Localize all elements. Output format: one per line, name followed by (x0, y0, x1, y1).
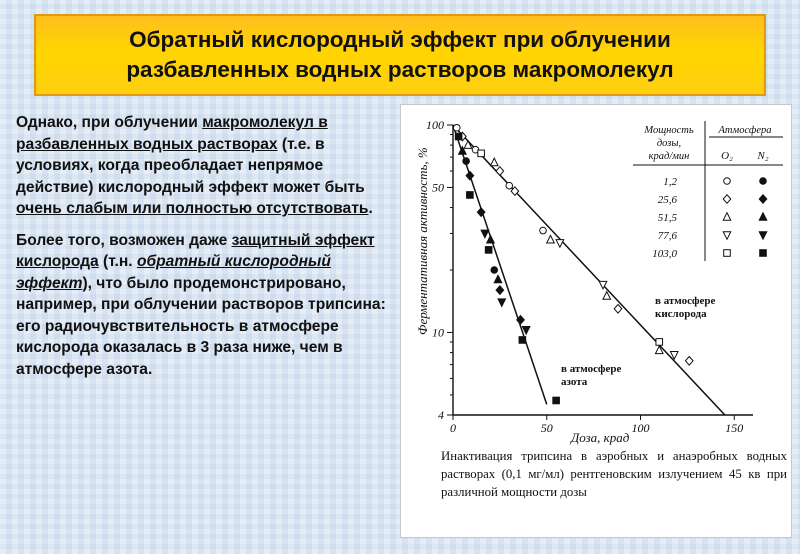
data-point-nitrogen (498, 299, 506, 307)
legend-marker-n2 (759, 213, 767, 221)
p1-underline-1: макромолекул в разбавленных водных растворах (16, 114, 328, 153)
legend-marker-o2 (724, 178, 731, 185)
data-point-nitrogen (496, 286, 504, 295)
slide-title: Обратный кислородный эффект при облучении разбавленных водных растворов макромолекул (126, 26, 674, 82)
legend-header-o2: O₂ (721, 150, 733, 162)
legend-row-label: 25,6 (657, 194, 677, 206)
y-tick-label: 4 (438, 408, 444, 422)
y-axis-label: Ферментативная активность, % (415, 147, 430, 335)
p1-mid: (т.е. в условиях, когда преобладает непрямое действие) кислородный эффект может быть (16, 135, 365, 196)
legend-header-dose: Мощность (644, 125, 694, 136)
data-point-nitrogen (553, 397, 560, 404)
legend-header-atmosphere: Атмосфера (718, 125, 772, 136)
legend-marker-o2 (724, 250, 731, 257)
x-tick-label: 150 (725, 421, 744, 435)
legend-row-label: 1,2 (663, 176, 677, 188)
figure-panel (400, 104, 792, 538)
data-point-nitrogen (463, 158, 470, 165)
data-point-oxygen (490, 158, 498, 166)
p2-intro: Более того, возможен даже (16, 231, 232, 249)
data-point-nitrogen (485, 247, 492, 254)
y-tick-label: 10 (432, 325, 444, 340)
legend-marker-n2 (760, 250, 767, 257)
data-point-nitrogen (467, 192, 474, 199)
legend-row-label: 77,6 (657, 230, 677, 242)
legend-header-dose: крад/мин (648, 151, 690, 162)
x-tick-label: 100 (631, 421, 650, 435)
legend-marker-n2 (759, 195, 767, 204)
p2-underline-2: обратный кислородный эффект (16, 253, 331, 292)
legend-marker-o2 (723, 195, 731, 204)
title-banner (34, 14, 766, 96)
x-axis-label: Доза, крад (571, 430, 630, 445)
data-point-nitrogen (481, 230, 489, 238)
p2-mid-2: ), что было продемонстрировано, например, при облучении растворов трипсина: его радиочувствительность в атмосфере кислорода оказалась в 3 раза ниже, чем в атмосфере азота. (16, 274, 386, 378)
x-tick-label: 50 (540, 421, 553, 435)
paragraph-2 (16, 230, 388, 381)
data-point-nitrogen (466, 171, 474, 180)
annotation-nitrogen: в атмосфере азота (561, 363, 622, 388)
legend-header-n2: N₂ (757, 150, 769, 162)
annotation-oxygen: в атмосфере кислорода (655, 295, 716, 320)
chart-legend (633, 121, 783, 261)
data-point-oxygen (496, 167, 504, 176)
p2-underline-1: защитный эффект кислорода (16, 231, 375, 270)
legend-row-label: 103,0 (652, 248, 677, 260)
inactivation-chart (401, 105, 791, 445)
data-point-oxygen (556, 240, 564, 248)
legend-marker-o2 (723, 232, 731, 240)
data-point-nitrogen (455, 133, 462, 140)
data-point-oxygen (656, 339, 663, 346)
y-tick-label: 100 (426, 118, 444, 132)
p1-intro: Однако, при облучении (16, 114, 203, 131)
data-point-nitrogen (494, 275, 502, 283)
data-point-oxygen (478, 150, 485, 157)
x-tick-label: 0 (450, 421, 456, 435)
data-point-oxygen (506, 182, 513, 189)
legend-header-dose: дозы, (656, 138, 682, 149)
data-point-oxygen (540, 227, 547, 234)
data-point-nitrogen (519, 337, 526, 344)
text-column (16, 112, 388, 390)
legend-row-label: 51,5 (657, 212, 677, 224)
data-point-oxygen (614, 305, 622, 314)
paragraph-1 (16, 112, 388, 220)
y-tick-label: 50 (432, 180, 444, 195)
data-point-nitrogen (487, 235, 495, 243)
legend-marker-o2 (723, 213, 731, 221)
figure-caption: Инактивация трипсина в аэробных и анаэробных водных растворах (0,1 мг/мл) рентгеновским излучением 45 кв при различной мощности дозы (441, 449, 787, 499)
data-points (453, 124, 693, 403)
p1-end: . (368, 200, 373, 217)
p2-mid-1: (т.н. (98, 253, 137, 270)
data-point-oxygen (685, 357, 693, 366)
data-point-nitrogen (491, 267, 498, 274)
data-point-oxygen (547, 235, 555, 243)
legend-marker-n2 (760, 178, 767, 185)
p1-underline-2: очень слабым или полностью отсутствовать (16, 200, 369, 217)
chart-axes (426, 118, 753, 435)
data-point-oxygen (453, 124, 460, 131)
legend-marker-n2 (759, 232, 767, 240)
